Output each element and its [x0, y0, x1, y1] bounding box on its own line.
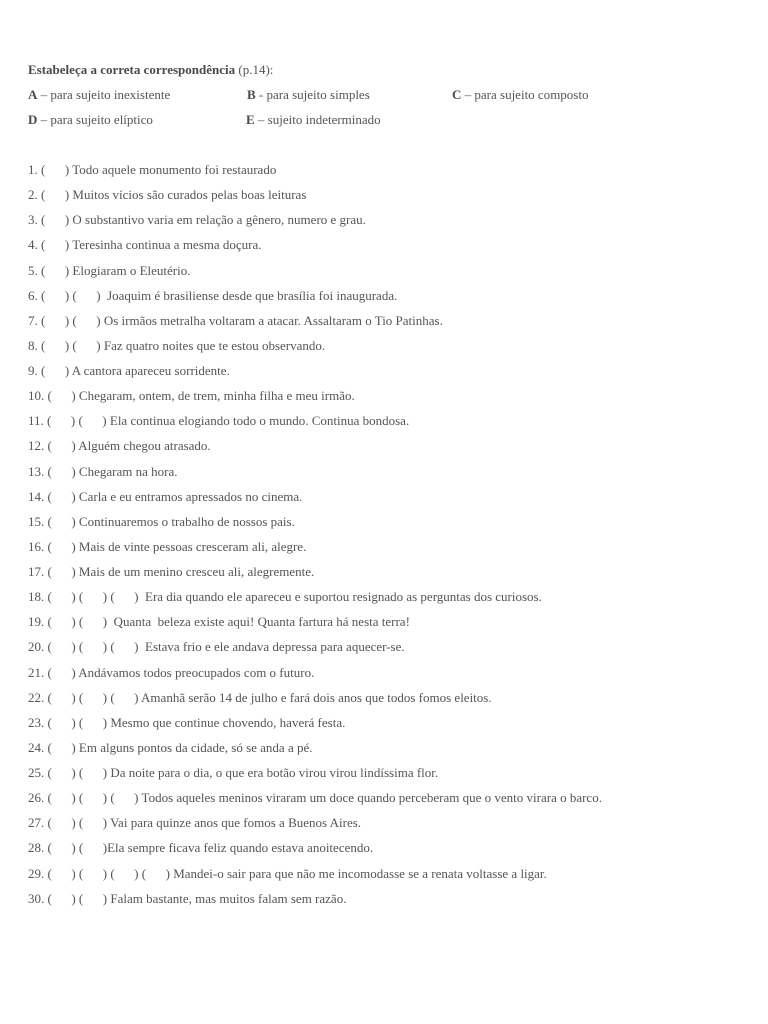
question-number: 2.	[28, 187, 41, 203]
question-number: 22.	[28, 689, 48, 705]
question-text: Ela sempre ficava feliz quando estava anoitecendo.	[107, 840, 374, 856]
answer-slot[interactable]: ( )	[41, 162, 73, 177]
question-item	[28, 714, 758, 739]
question-number: 7.	[28, 312, 41, 328]
question-number: 8.	[28, 337, 41, 353]
question-number: 15.	[28, 513, 48, 529]
answer-slot[interactable]: ( )	[47, 513, 79, 529]
question-number: 12.	[28, 438, 48, 454]
question-item	[28, 689, 758, 714]
question-text: Joaquim é brasiliense desde que brasília foi inaugurada.	[103, 287, 398, 303]
question-item	[28, 161, 758, 186]
question-text: Os irmãos metralha voltaram a atacar. Assaltaram o Tio Patinhas.	[103, 312, 443, 328]
question-text: Amanhã serão 14 de julho e fará dois anos que todos fomos eleitos.	[141, 689, 492, 705]
question-text: Era dia quando ele apareceu e suportou resignado as perguntas dos curiosos.	[141, 589, 542, 605]
question-number: 16.	[28, 538, 48, 554]
answer-slot[interactable]: ( )	[78, 765, 111, 780]
instruction-title-page: (p.14):	[235, 62, 274, 77]
question-text: Quanta beleza existe aqui! Quanta fartura há nesta terra!	[110, 614, 410, 630]
option-c: C – para sujeito composto	[452, 87, 589, 102]
question-item	[28, 789, 758, 814]
question-item	[28, 362, 758, 387]
answer-slot[interactable]: ( )	[47, 689, 79, 705]
question-item	[28, 865, 758, 890]
question-text: Todo aquele monumento foi restaurado	[72, 162, 277, 177]
question-item	[28, 839, 758, 864]
answer-slot[interactable]: ( )	[78, 840, 108, 856]
options-row-2	[28, 111, 758, 136]
answer-slot[interactable]: ( )	[110, 689, 142, 705]
answer-slot[interactable]: ( )	[47, 664, 79, 680]
question-number: 1.	[28, 162, 41, 177]
answer-slot[interactable]: ( )	[78, 689, 111, 705]
question-item	[28, 563, 758, 588]
question-item	[28, 211, 758, 236]
question-number: 14.	[28, 488, 48, 504]
question-item	[28, 890, 758, 915]
question-text: Chegaram na hora.	[78, 463, 178, 479]
question-text: Mesmo que continue chovendo, haverá festa.	[110, 714, 346, 730]
answer-slot[interactable]: ( )	[47, 765, 79, 780]
question-text: Vai para quinze anos que fomos a Buenos Aires.	[110, 815, 362, 831]
question-number: 18.	[28, 589, 48, 605]
question-item	[28, 337, 758, 362]
question-text: Em alguns pontos da cidade, só se anda a pé.	[78, 739, 313, 755]
question-text: O substantivo varia em relação a gênero, numero e grau.	[72, 212, 366, 228]
question-text: Continuaremos o trabalho de nossos pais.	[78, 513, 295, 529]
question-item	[28, 739, 758, 764]
question-item	[28, 538, 758, 563]
answer-slot[interactable]: ( )	[47, 538, 79, 554]
question-number: 9.	[28, 363, 41, 378]
question-item	[28, 463, 758, 488]
question-number: 30.	[28, 890, 48, 906]
answer-slot[interactable]: ( )	[47, 438, 79, 454]
question-item	[28, 664, 758, 689]
answer-slot[interactable]: ( )	[47, 639, 79, 655]
answer-slot[interactable]: ( )	[47, 714, 79, 730]
answer-slot[interactable]: ( )	[41, 363, 72, 378]
question-item	[28, 387, 758, 412]
answer-slot[interactable]: ( )	[72, 312, 104, 328]
question-text: A cantora apareceu sorridente.	[71, 363, 230, 378]
answer-slot[interactable]: ( )	[78, 815, 111, 831]
answer-slot[interactable]: ( )	[78, 890, 111, 906]
question-text: Mais de um menino cresceu ali, alegremente.	[78, 564, 315, 579]
question-number: 13.	[28, 463, 48, 479]
answer-slot[interactable]: ( )	[72, 287, 104, 303]
question-text: Carla e eu entramos apressados no cinema.	[78, 488, 303, 504]
question-text: Muitos vícios são curados pelas boas leituras	[72, 187, 307, 203]
question-item	[28, 638, 758, 663]
question-text: Teresinha continua a mesma doçura.	[72, 237, 262, 253]
question-text: Chegaram, ontem, de trem, minha filha e meu irmão.	[78, 388, 355, 404]
option-e: E – sujeito indeterminado	[246, 112, 381, 127]
answer-slot[interactable]: ( )	[141, 865, 174, 881]
question-text: Da noite para o dia, o que era botão virou virou lindíssima flor.	[110, 765, 439, 780]
answer-slot[interactable]: ( )	[47, 840, 79, 856]
answer-slot[interactable]: ( )	[41, 237, 73, 253]
answer-slot[interactable]: ( )	[41, 312, 73, 328]
question-number: 20.	[28, 639, 48, 655]
question-number: 24.	[28, 739, 48, 755]
question-text: Todos aqueles meninos viraram um doce quando perceberam que o vento virara o barco.	[141, 790, 602, 806]
answer-slot[interactable]: ( )	[41, 287, 73, 303]
answer-slot[interactable]: ( )	[47, 739, 79, 755]
question-number: 4.	[28, 237, 41, 253]
question-item	[28, 287, 758, 312]
question-item	[28, 262, 758, 287]
instruction-title	[28, 61, 758, 86]
question-text: Andávamos todos preocupados com o futuro.	[78, 664, 315, 680]
answer-slot[interactable]: ( )	[47, 865, 79, 881]
question-number: 29.	[28, 865, 48, 881]
answer-slot[interactable]: ( )	[47, 388, 79, 404]
answer-slot[interactable]: ( )	[78, 790, 111, 806]
answer-slot[interactable]: ( )	[47, 463, 79, 479]
question-number: 5.	[28, 262, 41, 278]
answer-slot[interactable]: ( )	[78, 413, 110, 429]
answer-slot[interactable]: ( )	[110, 790, 142, 806]
question-item	[28, 437, 758, 462]
answer-slot[interactable]: ( )	[41, 337, 73, 353]
instruction-title-bold: Estabeleça a correta correspondência	[28, 62, 236, 77]
question-item	[28, 312, 758, 337]
question-item	[28, 588, 758, 613]
question-text: Mais de vinte pessoas cresceram ali, alegre.	[78, 538, 307, 554]
question-number: 25.	[28, 765, 48, 780]
question-number: 3.	[28, 212, 41, 228]
answer-slot[interactable]: ( )	[47, 614, 79, 630]
answer-slot[interactable]: ( )	[41, 212, 73, 228]
option-b: B - para sujeito simples	[247, 87, 370, 102]
answer-slot[interactable]: ( )	[47, 564, 79, 579]
options-row-1	[28, 86, 758, 111]
question-number: 10.	[28, 388, 48, 404]
question-number: 27.	[28, 815, 48, 831]
answer-slot[interactable]: ( )	[78, 865, 111, 881]
answer-slot[interactable]: ( )	[110, 639, 142, 655]
question-text: Elogiaram o Eleutério.	[72, 262, 191, 278]
question-text: Alguém chegou atrasado.	[78, 438, 211, 454]
answer-slot[interactable]: ( )	[78, 589, 111, 605]
question-text: Estava frio e ele andava depressa para aquecer-se.	[141, 639, 405, 655]
option-a: A – para sujeito inexistente	[28, 87, 171, 102]
question-number: 23.	[28, 714, 48, 730]
question-list	[28, 161, 758, 915]
question-number: 21.	[28, 664, 48, 680]
answer-slot[interactable]: ( )	[78, 714, 111, 730]
question-item	[28, 412, 758, 437]
answer-slot[interactable]: ( )	[78, 614, 111, 630]
answer-slot[interactable]: ( )	[47, 488, 79, 504]
question-item	[28, 513, 758, 538]
exercise-sheet	[28, 61, 758, 915]
answer-slot[interactable]: ( )	[110, 865, 142, 881]
question-number: 11.	[28, 413, 48, 429]
question-text: Falam bastante, mas muitos falam sem razão.	[110, 890, 347, 906]
question-number: 17.	[28, 564, 48, 579]
question-item	[28, 613, 758, 638]
question-item	[28, 488, 758, 513]
answer-slot[interactable]: ( )	[47, 890, 79, 906]
answer-slot[interactable]: ( )	[47, 815, 79, 831]
question-item	[28, 236, 758, 261]
answer-slot[interactable]: ( )	[72, 337, 104, 353]
answer-slot[interactable]: ( )	[41, 187, 73, 203]
question-text: Mandei-o sair para que não me incomodasse se a renata voltasse a ligar.	[173, 865, 547, 881]
question-number: 28.	[28, 840, 48, 856]
question-item	[28, 764, 758, 789]
option-d: D – para sujeito elíptico	[28, 112, 153, 127]
question-text: Faz quatro noites que te estou observando.	[103, 337, 326, 353]
question-number: 26.	[28, 790, 48, 806]
answer-slot[interactable]: ( )	[47, 413, 79, 429]
question-item	[28, 186, 758, 211]
answer-slot[interactable]: ( )	[110, 589, 142, 605]
answer-slot[interactable]: ( )	[41, 262, 73, 278]
question-number: 19.	[28, 614, 48, 630]
answer-slot[interactable]: ( )	[78, 639, 111, 655]
answer-slot[interactable]: ( )	[47, 790, 79, 806]
answer-slot[interactable]: ( )	[47, 589, 79, 605]
question-text: Ela continua elogiando todo o mundo. Continua bondosa.	[109, 413, 410, 429]
question-number: 6.	[28, 287, 41, 303]
question-item	[28, 814, 758, 839]
